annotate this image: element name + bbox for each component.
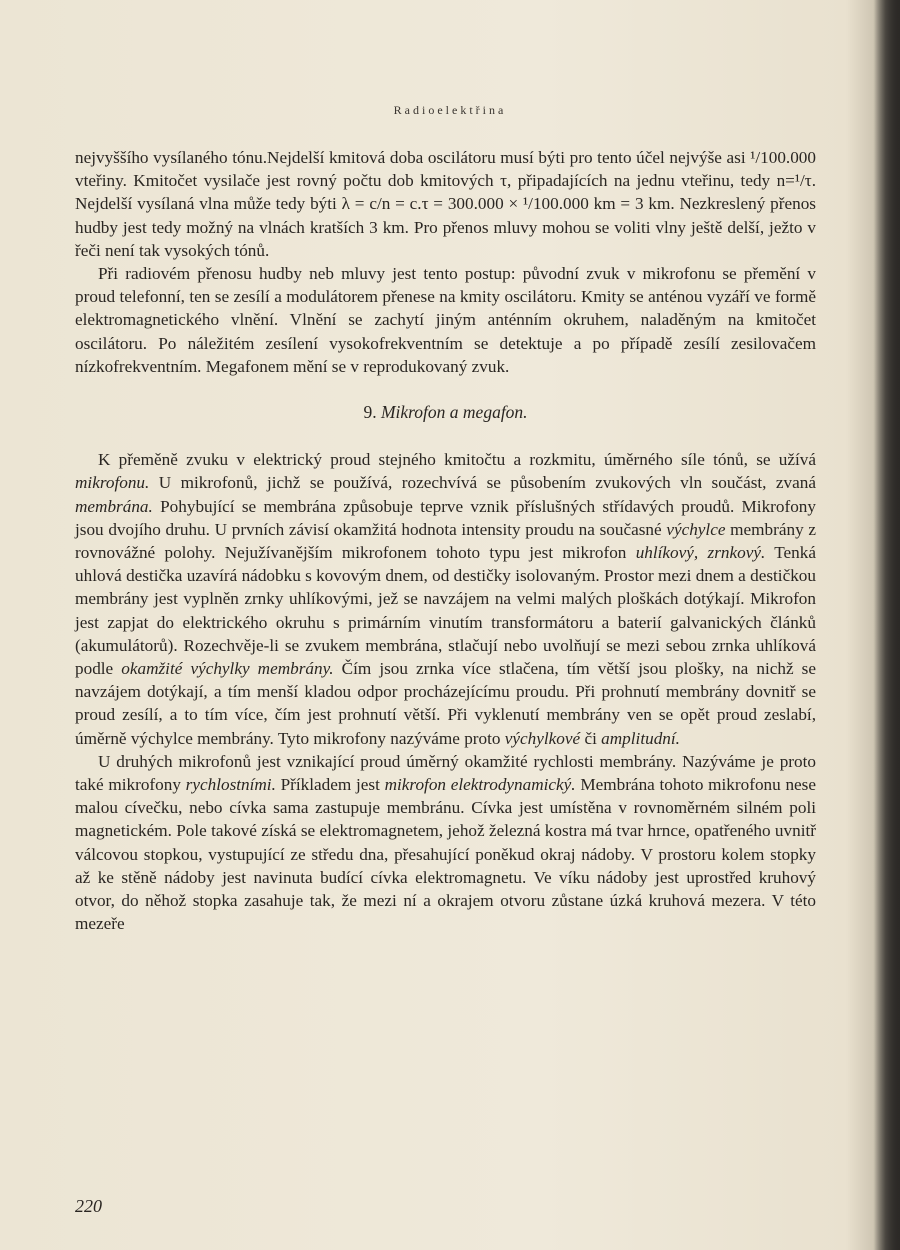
- text-run: U druhých mikrofonů jest vznikající proud úměrný okamžité rychlosti membrány. Nazýváme je proto také mikrofony: [75, 751, 816, 795]
- body-text: [75, 146, 816, 936]
- text-run: či: [580, 728, 602, 748]
- emphasis: mikrofonu.: [75, 473, 150, 493]
- text-run: K přeměně zvuku v elektrický proud stejného kmitočtu a rozkmitu, úměrného síle tónů, se užívá: [98, 450, 816, 470]
- text-run: Membrána tohoto mikrofonu nese malou cívečku, nebo cívka sama zastupuje membránu. Cívka jest umístěna v rovnoměrném silném poli magnetickém. Pole takové získá se elektromagnetem, jehož železná kostra má tvar hrnce, opatřeného uvnitř válcovou stopkou, vystupující ze středu dna, přesahující poněkud okraj nádoby. V prostoru kolem stopky až ke stěně nádoby jest navinuta budící cívka elektromagnetu. Ve víku nádoby jest uprostřed kruhový otvor, do něhož stopka zasahuje tak, že mezi ní a okrajem otvoru zůstane úzká kruhová mezera. V této mezeře: [75, 775, 816, 934]
- book-spine-shadow: [874, 0, 900, 1250]
- text-run: Čím jsou zrnka více stlačena, tím větší jsou plošky, na nichž se navzájem dotýkají, a tím menší kladou odpor procházejícímu proudu. Při prohnutí membrány dovnitř se proud zesílí, a to tím více, čím jest prohnutí větší. Při vyklenutí membrány ven se opět proud zeslabí, úměrně výchylce membrány. Tyto mikrofony nazýváme proto: [75, 659, 816, 748]
- emphasis: amplitudní.: [601, 728, 680, 748]
- paragraph-radio-transfer: Při radiovém přenosu hudby neb mluvy jest tento postup: původní zvuk v mikrofonu se přemění v proud telefonní, ten se zesílí a modulátorem přenese na kmity oscilátoru. Kmity se anténou vyzáří ve formě elektromagnetického vlnění. Vlnění se zachytí jiným anténním okruhem, naladěným na kmitočet oscilátoru. Po náležitém zesílení vysokofrekventním se detektuje a po případě zesílí zesilovačem nízkofrekventním. Megafonem mění se v reprodukovaný zvuk.: [75, 264, 816, 376]
- emphasis: uhlíkový, zrnkový.: [635, 543, 766, 563]
- paragraph-microphone: [75, 448, 816, 750]
- text-run: Tenká uhlová destička uzavírá nádobku s kovovým dnem, od destičky isolovaným. Prostor mezi dnem a destičkou membrány jest vyplněn zrnky uhlíkovými, jež se navzájem na velmi malých ploškách dotýkají. Mikrofon jest zapjat do elektrického okruhu s primárním vinutím transformátoru a baterií galvanických článků (akumulátorů). Rozechvěje-li se zvukem membrána, stlačují nebo uvolňují se mezi sebou zrnka uhlíková podle: [75, 543, 817, 679]
- paragraph-velocity-microphone: [75, 750, 816, 936]
- emphasis: výchylce: [666, 519, 726, 539]
- emphasis: okamžité výchylky membrány.: [121, 659, 334, 679]
- emphasis: rychlostními.: [185, 775, 276, 795]
- text-run: U mikrofonů, jichž se používá, rozechvívá se působením zvukových vln součást, zvaná: [149, 473, 816, 493]
- section-title: Mikrofon a megafon.: [380, 402, 528, 423]
- paragraph-continued: nejvyššího vysílaného tónu.Nejdelší kmitová doba oscilátoru musí býti pro tento účel nejvýše asi ¹/100.000 vteřiny. Kmitočet vysilače jest rovný počtu dob kmitových τ, připadajících na jednu vteřinu, tedy n=¹/τ. Nejdelší vysílaná vlna může tedy býti λ = c/n = c.τ = 300.000 × ¹/100.000 km = 3 km. Nezkreslený přenos hudby jest tedy možný na vlnách kratších 3 km. Pro přenos mluvy mohou se voliti vlny ještě delší, ježto v řeči není tak vysokých tónů.: [75, 148, 816, 260]
- text-run: Pohybující se membrána způsobuje teprve vznik příslušných střídavých proudů. Mikrofony jsou dvojího druhu. U prvních závisí okamžitá hodnota intensity proudu na současné: [75, 496, 816, 539]
- page-number: 220: [75, 1196, 102, 1216]
- emphasis: výchylkové: [504, 728, 581, 748]
- emphasis: mikrofon elektrodynamický.: [384, 775, 576, 795]
- section-number: 9.: [363, 402, 377, 423]
- section-heading: [75, 401, 816, 424]
- emphasis: membrána.: [75, 496, 153, 516]
- text-run: Příkladem jest: [275, 775, 385, 795]
- running-head: Radioelektřina: [393, 103, 507, 117]
- text-run: membrány z rovnovážné polohy. Nejužívanějším mikrofonem tohoto typu jest mikrofon: [75, 519, 816, 563]
